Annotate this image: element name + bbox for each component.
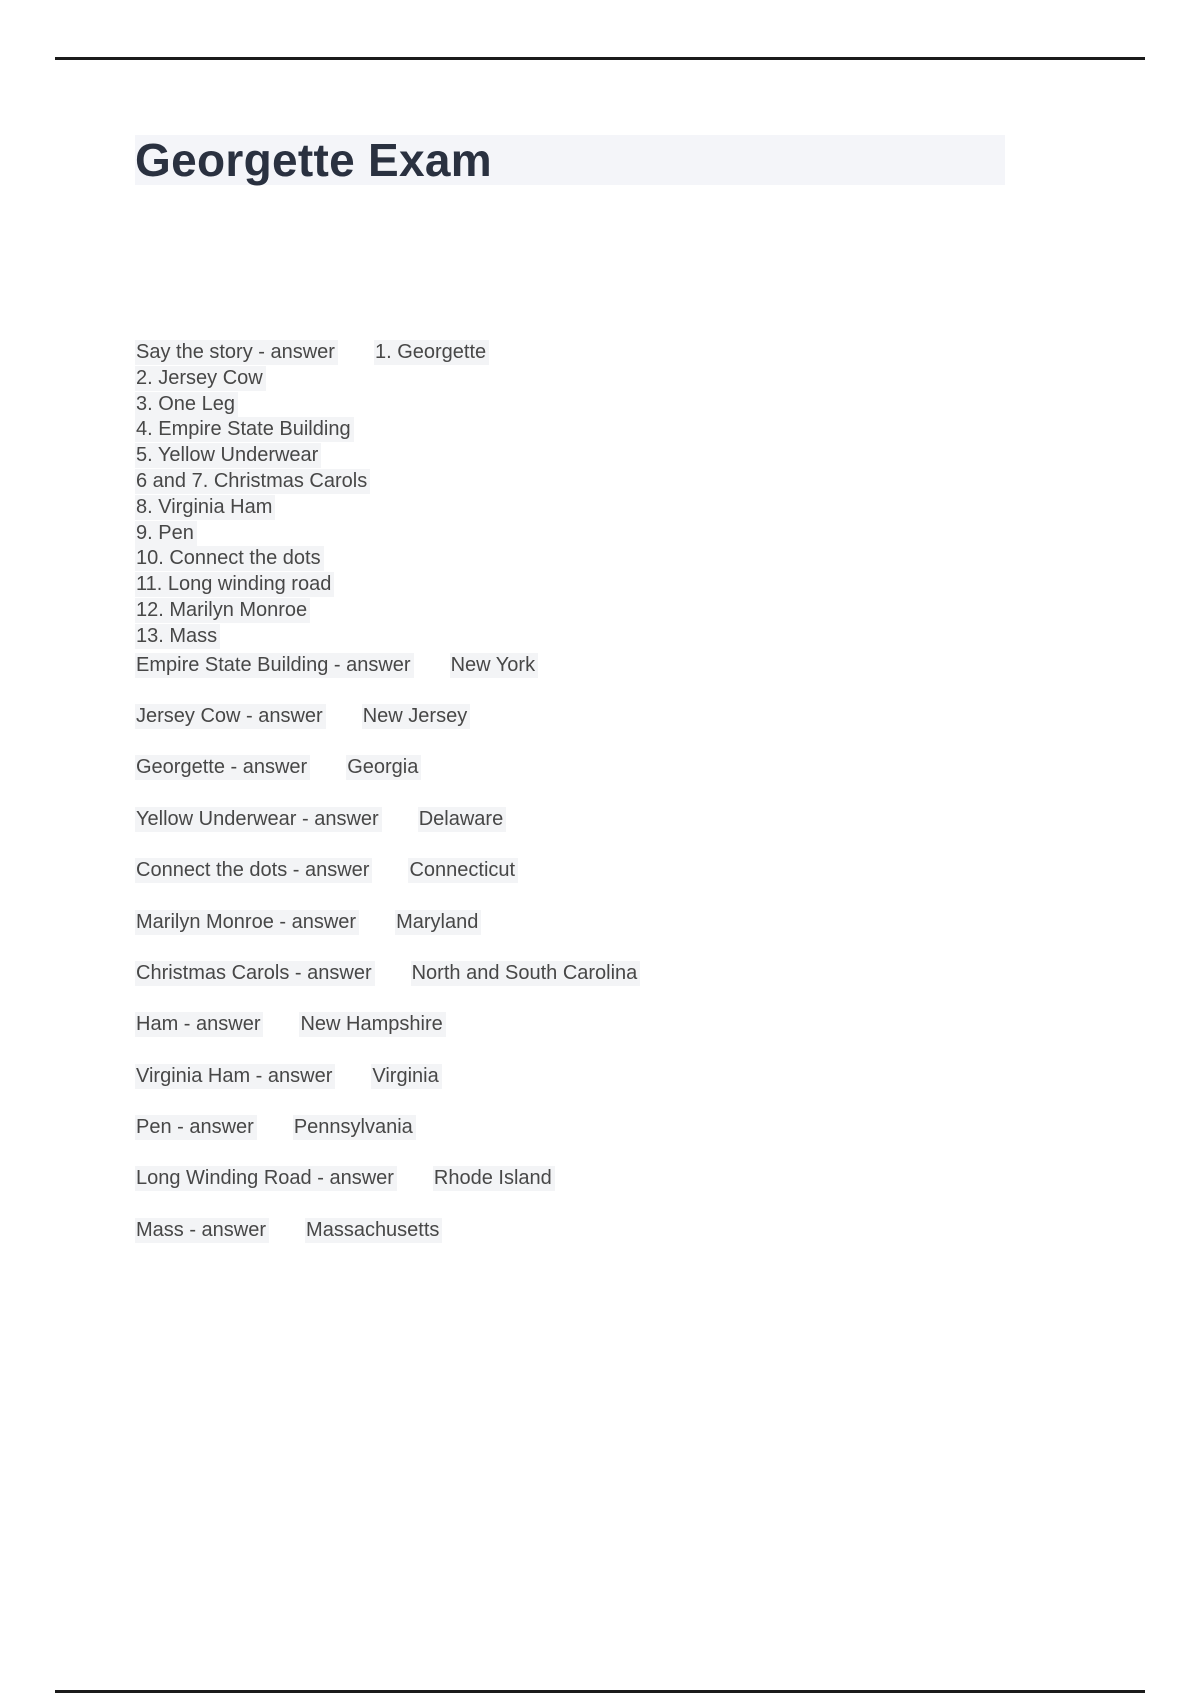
- intro-list-rest: [135, 366, 1035, 650]
- page-title: Georgette Exam: [135, 135, 1005, 185]
- intro-question: Say the story - answer: [135, 340, 338, 365]
- qa-row: [135, 1165, 1035, 1191]
- qa-question: Ham - answer: [135, 1012, 263, 1037]
- list-item: 8. Virginia Ham: [135, 495, 275, 520]
- list-item-row: [135, 469, 1035, 495]
- list-item-row: [135, 624, 1035, 650]
- qa-answer: Pennsylvania: [293, 1115, 416, 1140]
- qa-answer: Connecticut: [408, 858, 518, 883]
- list-item: 11. Long winding road: [135, 572, 334, 597]
- document-body: [135, 340, 1035, 1268]
- qa-row: [135, 857, 1035, 883]
- list-item: 5. Yellow Underwear: [135, 443, 321, 468]
- qa-row: [135, 1114, 1035, 1140]
- qa-row: [135, 960, 1035, 986]
- intro-first-item: 1. Georgette: [374, 340, 489, 365]
- list-item: 4. Empire State Building: [135, 417, 354, 442]
- list-item-row: [135, 598, 1035, 624]
- qa-row: [135, 1063, 1035, 1089]
- qa-question: Jersey Cow - answer: [135, 704, 326, 729]
- qa-question: Mass - answer: [135, 1218, 269, 1243]
- intro-list: [135, 340, 1035, 650]
- qa-answer: New York: [450, 653, 539, 678]
- qa-question: Yellow Underwear - answer: [135, 807, 382, 832]
- qa-question: Long Winding Road - answer: [135, 1166, 397, 1191]
- qa-answer: Virginia: [371, 1064, 441, 1089]
- qa-question: Connect the dots - answer: [135, 858, 372, 883]
- qa-row: [135, 703, 1035, 729]
- list-item: 10. Connect the dots: [135, 546, 324, 571]
- qa-answer: Rhode Island: [433, 1166, 555, 1191]
- top-rule: [55, 57, 1145, 60]
- qa-answer: North and South Carolina: [411, 961, 641, 986]
- qa-question: Marilyn Monroe - answer: [135, 910, 359, 935]
- qa-answer: New Jersey: [362, 704, 470, 729]
- list-item-row: [135, 546, 1035, 572]
- list-item-row: [135, 417, 1035, 443]
- qa-row: [135, 754, 1035, 780]
- list-item-row: [135, 392, 1035, 418]
- intro-first-line: [135, 340, 1035, 366]
- bottom-rule: [55, 1690, 1145, 1693]
- list-item-row: [135, 495, 1035, 521]
- qa-answer: Maryland: [395, 910, 481, 935]
- qa-question: Christmas Carols - answer: [135, 961, 375, 986]
- list-item-row: [135, 366, 1035, 392]
- list-item: 13. Mass: [135, 624, 220, 649]
- list-item-row: [135, 572, 1035, 598]
- qa-row: [135, 652, 1035, 678]
- qa-row: [135, 1217, 1035, 1243]
- qa-row: [135, 806, 1035, 832]
- qa-list: [135, 652, 1035, 1243]
- qa-answer: Delaware: [418, 807, 506, 832]
- list-item: 3. One Leg: [135, 392, 238, 417]
- qa-row: [135, 1011, 1035, 1037]
- list-item: 6 and 7. Christmas Carols: [135, 469, 370, 494]
- list-item-row: [135, 443, 1035, 469]
- list-item-row: [135, 521, 1035, 547]
- qa-question: Empire State Building - answer: [135, 653, 414, 678]
- qa-question: Pen - answer: [135, 1115, 257, 1140]
- qa-question: Virginia Ham - answer: [135, 1064, 335, 1089]
- list-item: 2. Jersey Cow: [135, 366, 266, 391]
- list-item: 9. Pen: [135, 521, 197, 546]
- qa-answer: Georgia: [346, 755, 421, 780]
- qa-answer: Massachusetts: [305, 1218, 442, 1243]
- list-item: 12. Marilyn Monroe: [135, 598, 310, 623]
- qa-row: [135, 909, 1035, 935]
- qa-question: Georgette - answer: [135, 755, 310, 780]
- qa-answer: New Hampshire: [299, 1012, 445, 1037]
